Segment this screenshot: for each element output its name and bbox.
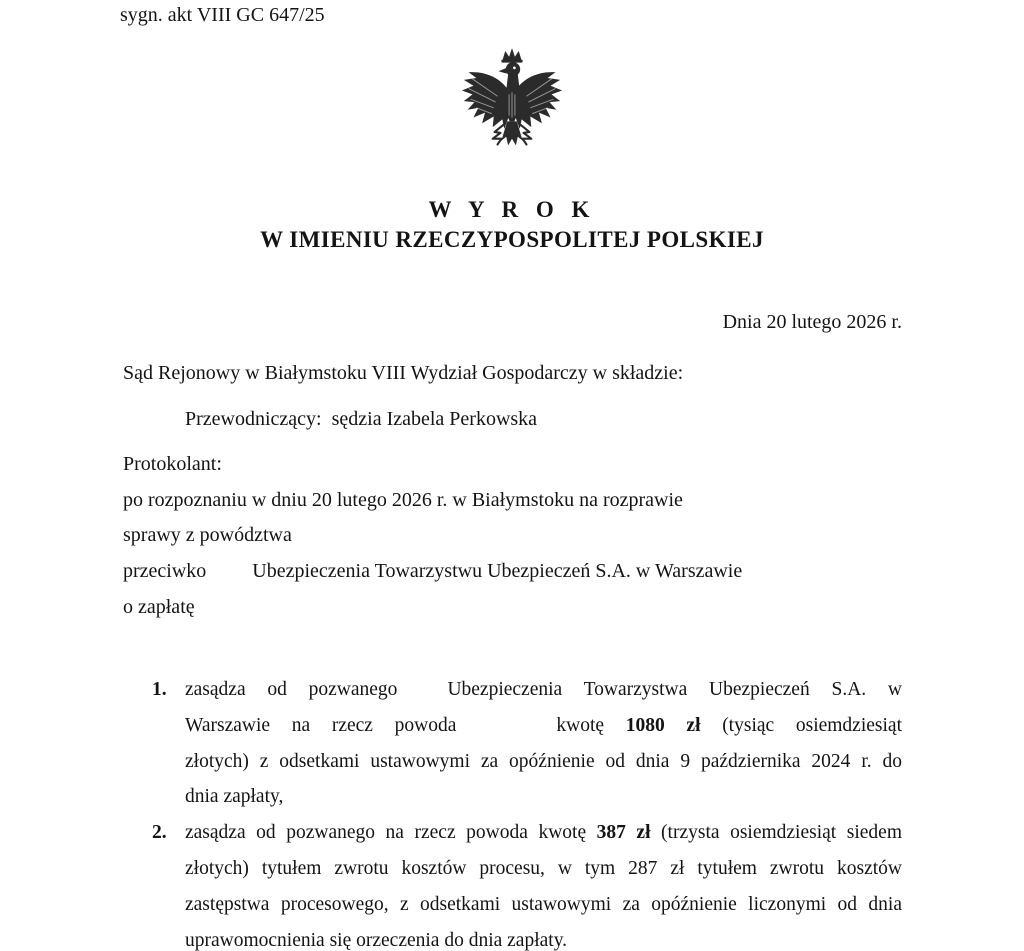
ruling-line: zasądza od pozwanego na rzecz powoda kwotę 387 zł (trzysta osiemdziesiąt siedem [185, 822, 902, 844]
clerk-line: Protokolant: [123, 453, 222, 476]
judgment-title: W Y R O K [428, 197, 596, 222]
plaintiff-line: sprawy z powództwa [123, 524, 292, 547]
redacted-name-gap [206, 576, 252, 577]
ruling-line: Warszawie na rzecz powoda kwotę 1080 zł (tysiąc osiemdziesiąt [185, 714, 902, 736]
judgment-title-block [0, 196, 1024, 254]
ruling-line: dnia zapłaty, [185, 786, 284, 808]
subject-line: o zapłatę [123, 595, 195, 618]
rulings-section [152, 672, 902, 951]
defendant-line: przeciwko Ubezpieczenia Towarzystwu Ubezpieczeń S.A. w Warszawie [123, 559, 743, 582]
ruling-line: zastępstwa procesowego, z odsetkami ustawowymi za opóźnienie liczonymi od dnia [185, 893, 902, 915]
court-composition-line: Sąd Rejonowy w Białymstoku VIII Wydział Gospodarczy w składzie: [123, 362, 684, 384]
redacted-name-gap [397, 694, 447, 695]
ruling-item-1 [152, 672, 902, 815]
ruling-item-2 [152, 815, 902, 951]
ruling-line: uprawomocnienia się orzeczenia do dnia zapłaty. [185, 929, 568, 951]
presiding-judge-line: Przewodniczący: sędzia Izabela Perkowska [185, 407, 538, 430]
polish-eagle-emblem-icon [459, 46, 565, 167]
ruling-line: złotych) z odsetkami ustawowymi za opóźnienie od dnia 9 października 2024 r. do [185, 750, 902, 772]
ruling-number: 2. [152, 822, 167, 844]
case-header-section [123, 356, 902, 625]
judgment-subtitle: W IMIENIU RZECZYPOSPOLITEJ POLSKIEJ [260, 227, 764, 252]
judgment-date: Dnia 20 lutego 2026 r. [722, 311, 902, 333]
case-number: sygn. akt VIII GC 647/25 [120, 4, 325, 26]
hearing-line: po rozpoznaniu w dniu 20 lutego 2026 r. w Białymstoku na rozprawie [123, 488, 683, 511]
ruling-line: złotych) tytułem zwrotu kosztów procesu, w tym 287 zł tytułem zwrotu kosztów [185, 857, 902, 879]
ruling-text [185, 815, 902, 951]
ruling-number: 1. [152, 679, 167, 700]
ruling-line: zasądza od pozwanego Ubezpieczenia Towarzystwa Ubezpieczeń S.A. w [185, 679, 902, 700]
ruling-text [185, 672, 902, 815]
redacted-name-gap [456, 730, 556, 731]
